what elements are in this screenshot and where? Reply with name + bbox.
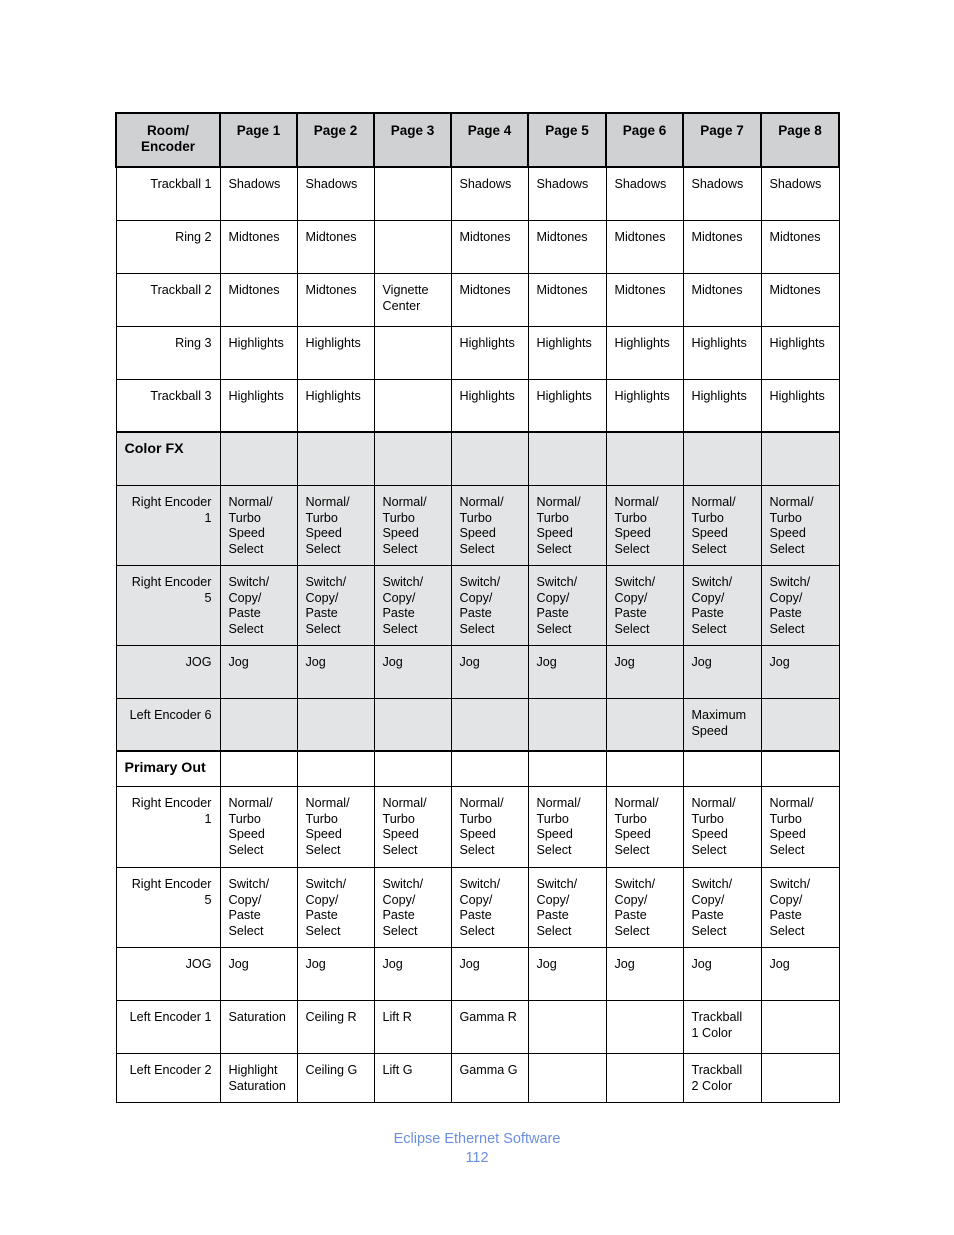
- row-label: Left Encoder 6: [116, 699, 220, 752]
- table-cell: Midtones: [683, 274, 761, 327]
- table-cell: [528, 1054, 606, 1103]
- table-cell: Highlights: [220, 380, 297, 433]
- table-header-row: [116, 113, 839, 167]
- table-cell: [374, 751, 451, 787]
- column-header-page-4: Page 4: [451, 113, 528, 167]
- table-cell: Highlights: [451, 380, 528, 433]
- footer-page-number: 112: [465, 1150, 489, 1166]
- table-cell: Jog: [297, 948, 374, 1001]
- table-cell: Highlights: [528, 380, 606, 433]
- table-cell: Normal/ Turbo Speed Select: [374, 787, 451, 868]
- table-cell: Lift G: [374, 1054, 451, 1103]
- table-cell: [761, 432, 839, 486]
- table-cell: Normal/ Turbo Speed Select: [220, 787, 297, 868]
- table-cell: Shadows: [528, 167, 606, 221]
- table-cell: [606, 699, 683, 752]
- table-row: [116, 221, 839, 274]
- row-label: JOG: [116, 646, 220, 699]
- table-cell: Highlights: [761, 380, 839, 433]
- table-cell: Highlights: [451, 327, 528, 380]
- table-cell: Highlights: [606, 380, 683, 433]
- table-cell: Midtones: [761, 274, 839, 327]
- row-label: Right Encoder 1: [116, 787, 220, 868]
- table-cell: [374, 167, 451, 221]
- row-label: Right Encoder 5: [116, 868, 220, 948]
- row-label: Left Encoder 1: [116, 1001, 220, 1054]
- table-cell: Normal/ Turbo Speed Select: [528, 486, 606, 566]
- column-header-page-6: Page 6: [606, 113, 683, 167]
- table-cell: Midtones: [220, 274, 297, 327]
- table-cell: [606, 1001, 683, 1054]
- table-cell: Jog: [451, 948, 528, 1001]
- table-cell: Jog: [374, 646, 451, 699]
- table-cell: Normal/ Turbo Speed Select: [451, 486, 528, 566]
- table-cell: Jog: [606, 948, 683, 1001]
- table-cell: Switch/ Copy/ Paste Select: [761, 868, 839, 948]
- row-label: JOG: [116, 948, 220, 1001]
- row-label: Right Encoder 5: [116, 566, 220, 646]
- table-cell: [606, 1054, 683, 1103]
- row-label: Trackball 3: [116, 380, 220, 433]
- table-cell: Switch/ Copy/ Paste Select: [683, 566, 761, 646]
- table-cell: Normal/ Turbo Speed Select: [528, 787, 606, 868]
- table-cell: Switch/ Copy/ Paste Select: [528, 868, 606, 948]
- table-cell: [297, 751, 374, 787]
- table-cell: Switch/ Copy/ Paste Select: [297, 566, 374, 646]
- column-header-page-2: Page 2: [297, 113, 374, 167]
- table-cell: Highlights: [220, 327, 297, 380]
- table-cell: Switch/ Copy/ Paste Select: [220, 868, 297, 948]
- table-row: [116, 948, 839, 1001]
- table-row: [116, 868, 839, 948]
- table-cell: Shadows: [297, 167, 374, 221]
- table-cell: Switch/ Copy/ Paste Select: [606, 566, 683, 646]
- table-cell: [220, 699, 297, 752]
- table-cell: [761, 751, 839, 787]
- table-cell: Normal/ Turbo Speed Select: [297, 486, 374, 566]
- table-cell: [297, 699, 374, 752]
- table-cell: Switch/ Copy/ Paste Select: [451, 868, 528, 948]
- table-cell: Switch/ Copy/ Paste Select: [683, 868, 761, 948]
- table-row: [116, 274, 839, 327]
- table-cell: Highlights: [761, 327, 839, 380]
- table-cell: Midtones: [297, 274, 374, 327]
- table-row: [116, 380, 839, 433]
- table-cell: Midtones: [606, 274, 683, 327]
- table-cell: Midtones: [297, 221, 374, 274]
- table-cell: Jog: [528, 948, 606, 1001]
- table-cell: [528, 699, 606, 752]
- table-cell: Shadows: [451, 167, 528, 221]
- table-cell: Midtones: [683, 221, 761, 274]
- table-cell: Midtones: [606, 221, 683, 274]
- table-cell: Gamma R: [451, 1001, 528, 1054]
- table-cell: [761, 699, 839, 752]
- row-label: Ring 2: [116, 221, 220, 274]
- table-cell: Jog: [761, 948, 839, 1001]
- column-header-page-8: Page 8: [761, 113, 839, 167]
- section-header-row: [116, 751, 839, 787]
- table-cell: Switch/ Copy/ Paste Select: [374, 868, 451, 948]
- table-cell: Switch/ Copy/ Paste Select: [761, 566, 839, 646]
- table-cell: Normal/ Turbo Speed Select: [761, 787, 839, 868]
- table-cell: Shadows: [220, 167, 297, 221]
- column-header-page-5: Page 5: [528, 113, 606, 167]
- row-label: Left Encoder 2: [116, 1054, 220, 1103]
- table-cell: Jog: [528, 646, 606, 699]
- table-cell: Midtones: [528, 274, 606, 327]
- table-cell: Switch/ Copy/ Paste Select: [297, 868, 374, 948]
- encoder-mapping-table: [115, 112, 840, 1103]
- table-cell: Switch/ Copy/ Paste Select: [528, 566, 606, 646]
- table-cell: [528, 1001, 606, 1054]
- table-cell: Trackball 2 Color: [683, 1054, 761, 1103]
- table-cell: [451, 699, 528, 752]
- table-cell: Normal/ Turbo Speed Select: [683, 787, 761, 868]
- table-cell: [761, 1001, 839, 1054]
- table-cell: Switch/ Copy/ Paste Select: [606, 868, 683, 948]
- table-cell: Normal/ Turbo Speed Select: [606, 787, 683, 868]
- table-cell: Jog: [683, 646, 761, 699]
- table-cell: [374, 699, 451, 752]
- table-cell: [297, 432, 374, 486]
- table-cell: [374, 432, 451, 486]
- table-row: [116, 787, 839, 868]
- table-cell: Jog: [761, 646, 839, 699]
- table-cell: Jog: [297, 646, 374, 699]
- table-cell: Highlight Saturation: [220, 1054, 297, 1103]
- table-cell: Normal/ Turbo Speed Select: [374, 486, 451, 566]
- table-cell: Switch/ Copy/ Paste Select: [451, 566, 528, 646]
- table-row: [116, 1054, 839, 1103]
- column-header-page-3: Page 3: [374, 113, 451, 167]
- table-cell: Lift R: [374, 1001, 451, 1054]
- table-cell: Normal/ Turbo Speed Select: [297, 787, 374, 868]
- table-cell: Ceiling R: [297, 1001, 374, 1054]
- table-cell: [606, 432, 683, 486]
- table-cell: Midtones: [451, 274, 528, 327]
- section-label: Color FX: [116, 432, 220, 486]
- table-cell: Switch/ Copy/ Paste Select: [374, 566, 451, 646]
- table-cell: Jog: [606, 646, 683, 699]
- table-cell: Normal/ Turbo Speed Select: [220, 486, 297, 566]
- table-cell: Normal/ Turbo Speed Select: [606, 486, 683, 566]
- table-cell: Jog: [451, 646, 528, 699]
- table-cell: [451, 751, 528, 787]
- table-row: [116, 699, 839, 752]
- table-cell: Highlights: [683, 327, 761, 380]
- table-cell: Normal/ Turbo Speed Select: [451, 787, 528, 868]
- table-cell: [528, 432, 606, 486]
- table-cell: [683, 432, 761, 486]
- table-cell: Midtones: [528, 221, 606, 274]
- table-cell: [374, 380, 451, 433]
- footer-title: Eclipse Ethernet Software: [393, 1131, 561, 1147]
- table-cell: Midtones: [220, 221, 297, 274]
- table-row: [116, 486, 839, 566]
- table-body: [116, 167, 839, 1103]
- table-row: [116, 1001, 839, 1054]
- table-cell: [451, 432, 528, 486]
- table-cell: Jog: [374, 948, 451, 1001]
- table-cell: Gamma G: [451, 1054, 528, 1103]
- row-label: Trackball 1: [116, 167, 220, 221]
- table-cell: [374, 221, 451, 274]
- table-row: [116, 327, 839, 380]
- table-cell: Highlights: [606, 327, 683, 380]
- table-cell: Highlights: [297, 327, 374, 380]
- row-label: Right Encoder 1: [116, 486, 220, 566]
- table-cell: [761, 1054, 839, 1103]
- column-header-room-encoder: Room/ Encoder: [116, 113, 220, 167]
- table-row: [116, 646, 839, 699]
- table-cell: Saturation: [220, 1001, 297, 1054]
- table-cell: Midtones: [451, 221, 528, 274]
- table-cell: Highlights: [683, 380, 761, 433]
- table-cell: [220, 751, 297, 787]
- table-cell: Highlights: [528, 327, 606, 380]
- table-cell: Maximum Speed: [683, 699, 761, 752]
- table-cell: Jog: [220, 948, 297, 1001]
- section-label: Primary Out: [116, 751, 220, 787]
- table-cell: Normal/ Turbo Speed Select: [761, 486, 839, 566]
- table-row: [116, 167, 839, 221]
- row-label: Ring 3: [116, 327, 220, 380]
- table-cell: Trackball 1 Color: [683, 1001, 761, 1054]
- table-cell: Shadows: [761, 167, 839, 221]
- table-cell: [683, 751, 761, 787]
- column-header-page-1: Page 1: [220, 113, 297, 167]
- table-cell: [606, 751, 683, 787]
- section-header-row: [116, 432, 839, 486]
- table-cell: Shadows: [606, 167, 683, 221]
- table-cell: Ceiling G: [297, 1054, 374, 1103]
- table-cell: Switch/ Copy/ Paste Select: [220, 566, 297, 646]
- column-header-page-7: Page 7: [683, 113, 761, 167]
- table-cell: [220, 432, 297, 486]
- table-cell: Vignette Center: [374, 274, 451, 327]
- table-cell: [528, 751, 606, 787]
- table-cell: Jog: [683, 948, 761, 1001]
- table-cell: [374, 327, 451, 380]
- row-label: Trackball 2: [116, 274, 220, 327]
- table-cell: Midtones: [761, 221, 839, 274]
- table-row: [116, 566, 839, 646]
- table-cell: Jog: [220, 646, 297, 699]
- table-cell: Highlights: [297, 380, 374, 433]
- table-cell: Normal/ Turbo Speed Select: [683, 486, 761, 566]
- table-cell: Shadows: [683, 167, 761, 221]
